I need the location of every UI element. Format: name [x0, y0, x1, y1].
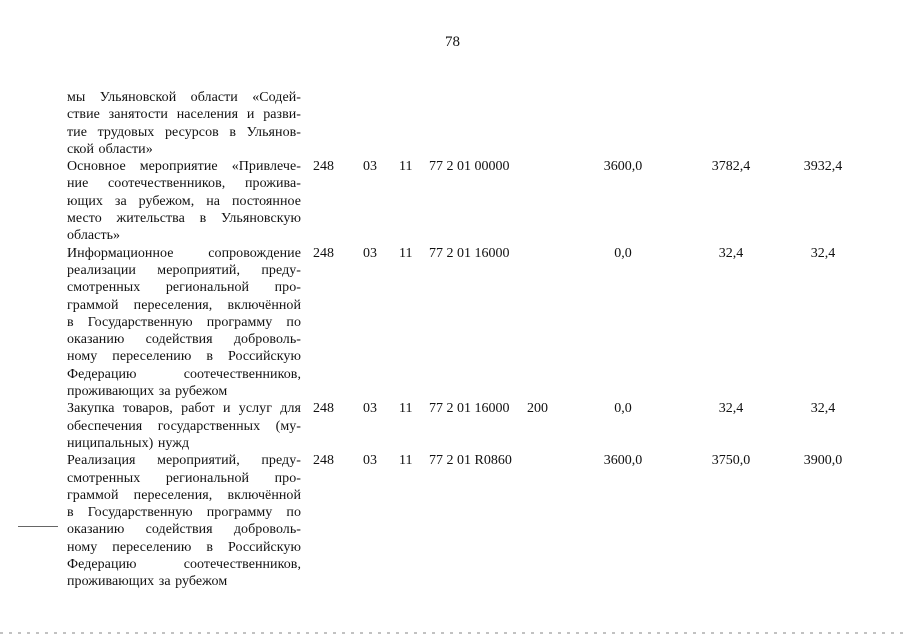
- description-line: оказанию содействия доброволь-: [67, 332, 301, 348]
- amount-year-1: 0,0: [614, 401, 632, 417]
- description-line: смотренных региональной про-: [67, 470, 301, 486]
- description-line: ному переселению в Российскую: [67, 539, 301, 555]
- description-line: Федерацию соотечественников,: [67, 366, 301, 382]
- description-line: мы Ульяновской области «Содей-: [67, 90, 301, 105]
- page-number: 78: [445, 34, 460, 50]
- row-description: [67, 158, 301, 244]
- subsection-code: 11: [399, 401, 413, 417]
- section-code: 03: [363, 159, 377, 175]
- description-line: проживающих за рубежом: [67, 384, 228, 400]
- table-row: [67, 400, 895, 452]
- description-line: Основное мероприятие «Привлече-: [67, 159, 301, 175]
- budget-table: [67, 89, 895, 591]
- description-line: в Государственную программу по: [67, 314, 301, 330]
- amount-year-3: 3900,0: [803, 453, 843, 469]
- scan-artifact-dash: [18, 526, 58, 527]
- description-line: ниципальных) нужд: [67, 435, 190, 451]
- expense-type-code: [523, 158, 575, 244]
- subsection-code: 11: [399, 245, 413, 261]
- description-line: Закупка товаров, работ и услуг для: [67, 401, 301, 417]
- description-line: граммой переселения, включённой: [67, 297, 301, 313]
- row-description: [67, 452, 301, 590]
- amount-year-1: 0,0: [614, 245, 632, 261]
- ved-code: 248: [313, 453, 334, 469]
- description-line: область»: [67, 228, 121, 244]
- ved-code: 248: [313, 401, 334, 417]
- description-line: реализации мероприятий, преду-: [67, 262, 301, 278]
- amount-year-3: 32,4: [810, 245, 836, 261]
- amount-year-1: 3600,0: [603, 159, 643, 175]
- description-line: смотренных региональной про-: [67, 280, 301, 296]
- amount-year-3: 32,4: [810, 401, 836, 417]
- amount-year-2: 3782,4: [711, 159, 751, 175]
- description-line: оказанию содействия доброволь-: [67, 522, 301, 538]
- ved-code: [301, 89, 355, 158]
- description-line: граммой переселения, включённой: [67, 487, 301, 503]
- amount-year-2: 32,4: [718, 245, 744, 261]
- table-row: [67, 452, 895, 590]
- table-row: [67, 158, 895, 244]
- ved-code: 248: [313, 159, 334, 175]
- target-article-code: 77 2 01 16000: [429, 245, 510, 261]
- row-description: [67, 89, 301, 158]
- section-code: 03: [363, 245, 377, 261]
- table-row: [67, 245, 895, 401]
- description-line: место жительства в Ульяновскую: [67, 211, 301, 227]
- description-line: проживающих за рубежом: [67, 574, 228, 590]
- description-line: тие трудовых ресурсов в Ульянов-: [67, 124, 301, 140]
- row-description: [67, 245, 301, 401]
- description-line: в Государственную программу по: [67, 505, 301, 521]
- description-line: ствие занятости населения и разви-: [67, 107, 301, 123]
- description-line: ской области»: [67, 141, 153, 157]
- expense-type-code: [523, 245, 575, 401]
- section-code: 03: [363, 453, 377, 469]
- description-line: ному переселению в Российскую: [67, 349, 301, 365]
- amount-year-1: 3600,0: [603, 453, 643, 469]
- amount-year-2: 3750,0: [711, 453, 751, 469]
- description-line: ние соотечественников, прожива-: [67, 176, 301, 192]
- subsection-code: [393, 89, 423, 158]
- expense-type-code: 200: [527, 401, 548, 417]
- description-line: Информационное сопровождение: [67, 245, 301, 261]
- row-description: [67, 400, 301, 452]
- table-row: [67, 89, 895, 158]
- expense-type-code: [523, 452, 575, 590]
- description-line: ющих за рубежом, на постоянное: [67, 193, 301, 209]
- target-article-code: 77 2 01 R0860: [429, 453, 512, 469]
- target-article-code: 77 2 01 16000: [429, 401, 510, 417]
- section-code: [355, 89, 393, 158]
- target-article-code: [423, 89, 523, 158]
- description-line: обеспечения государственных (му-: [67, 418, 301, 434]
- amount-year-2: 32,4: [718, 401, 744, 417]
- subsection-code: 11: [399, 159, 413, 175]
- amount-year-3: 3932,4: [803, 159, 843, 175]
- ved-code: 248: [313, 245, 334, 261]
- expense-type-code: [523, 89, 575, 158]
- target-article-code: 77 2 01 00000: [429, 159, 510, 175]
- subsection-code: 11: [399, 453, 413, 469]
- scan-artifact-bottom-edge: [0, 632, 905, 634]
- section-code: 03: [363, 401, 377, 417]
- description-line: Реализация мероприятий, преду-: [67, 453, 301, 469]
- description-line: Федерацию соотечественников,: [67, 557, 301, 573]
